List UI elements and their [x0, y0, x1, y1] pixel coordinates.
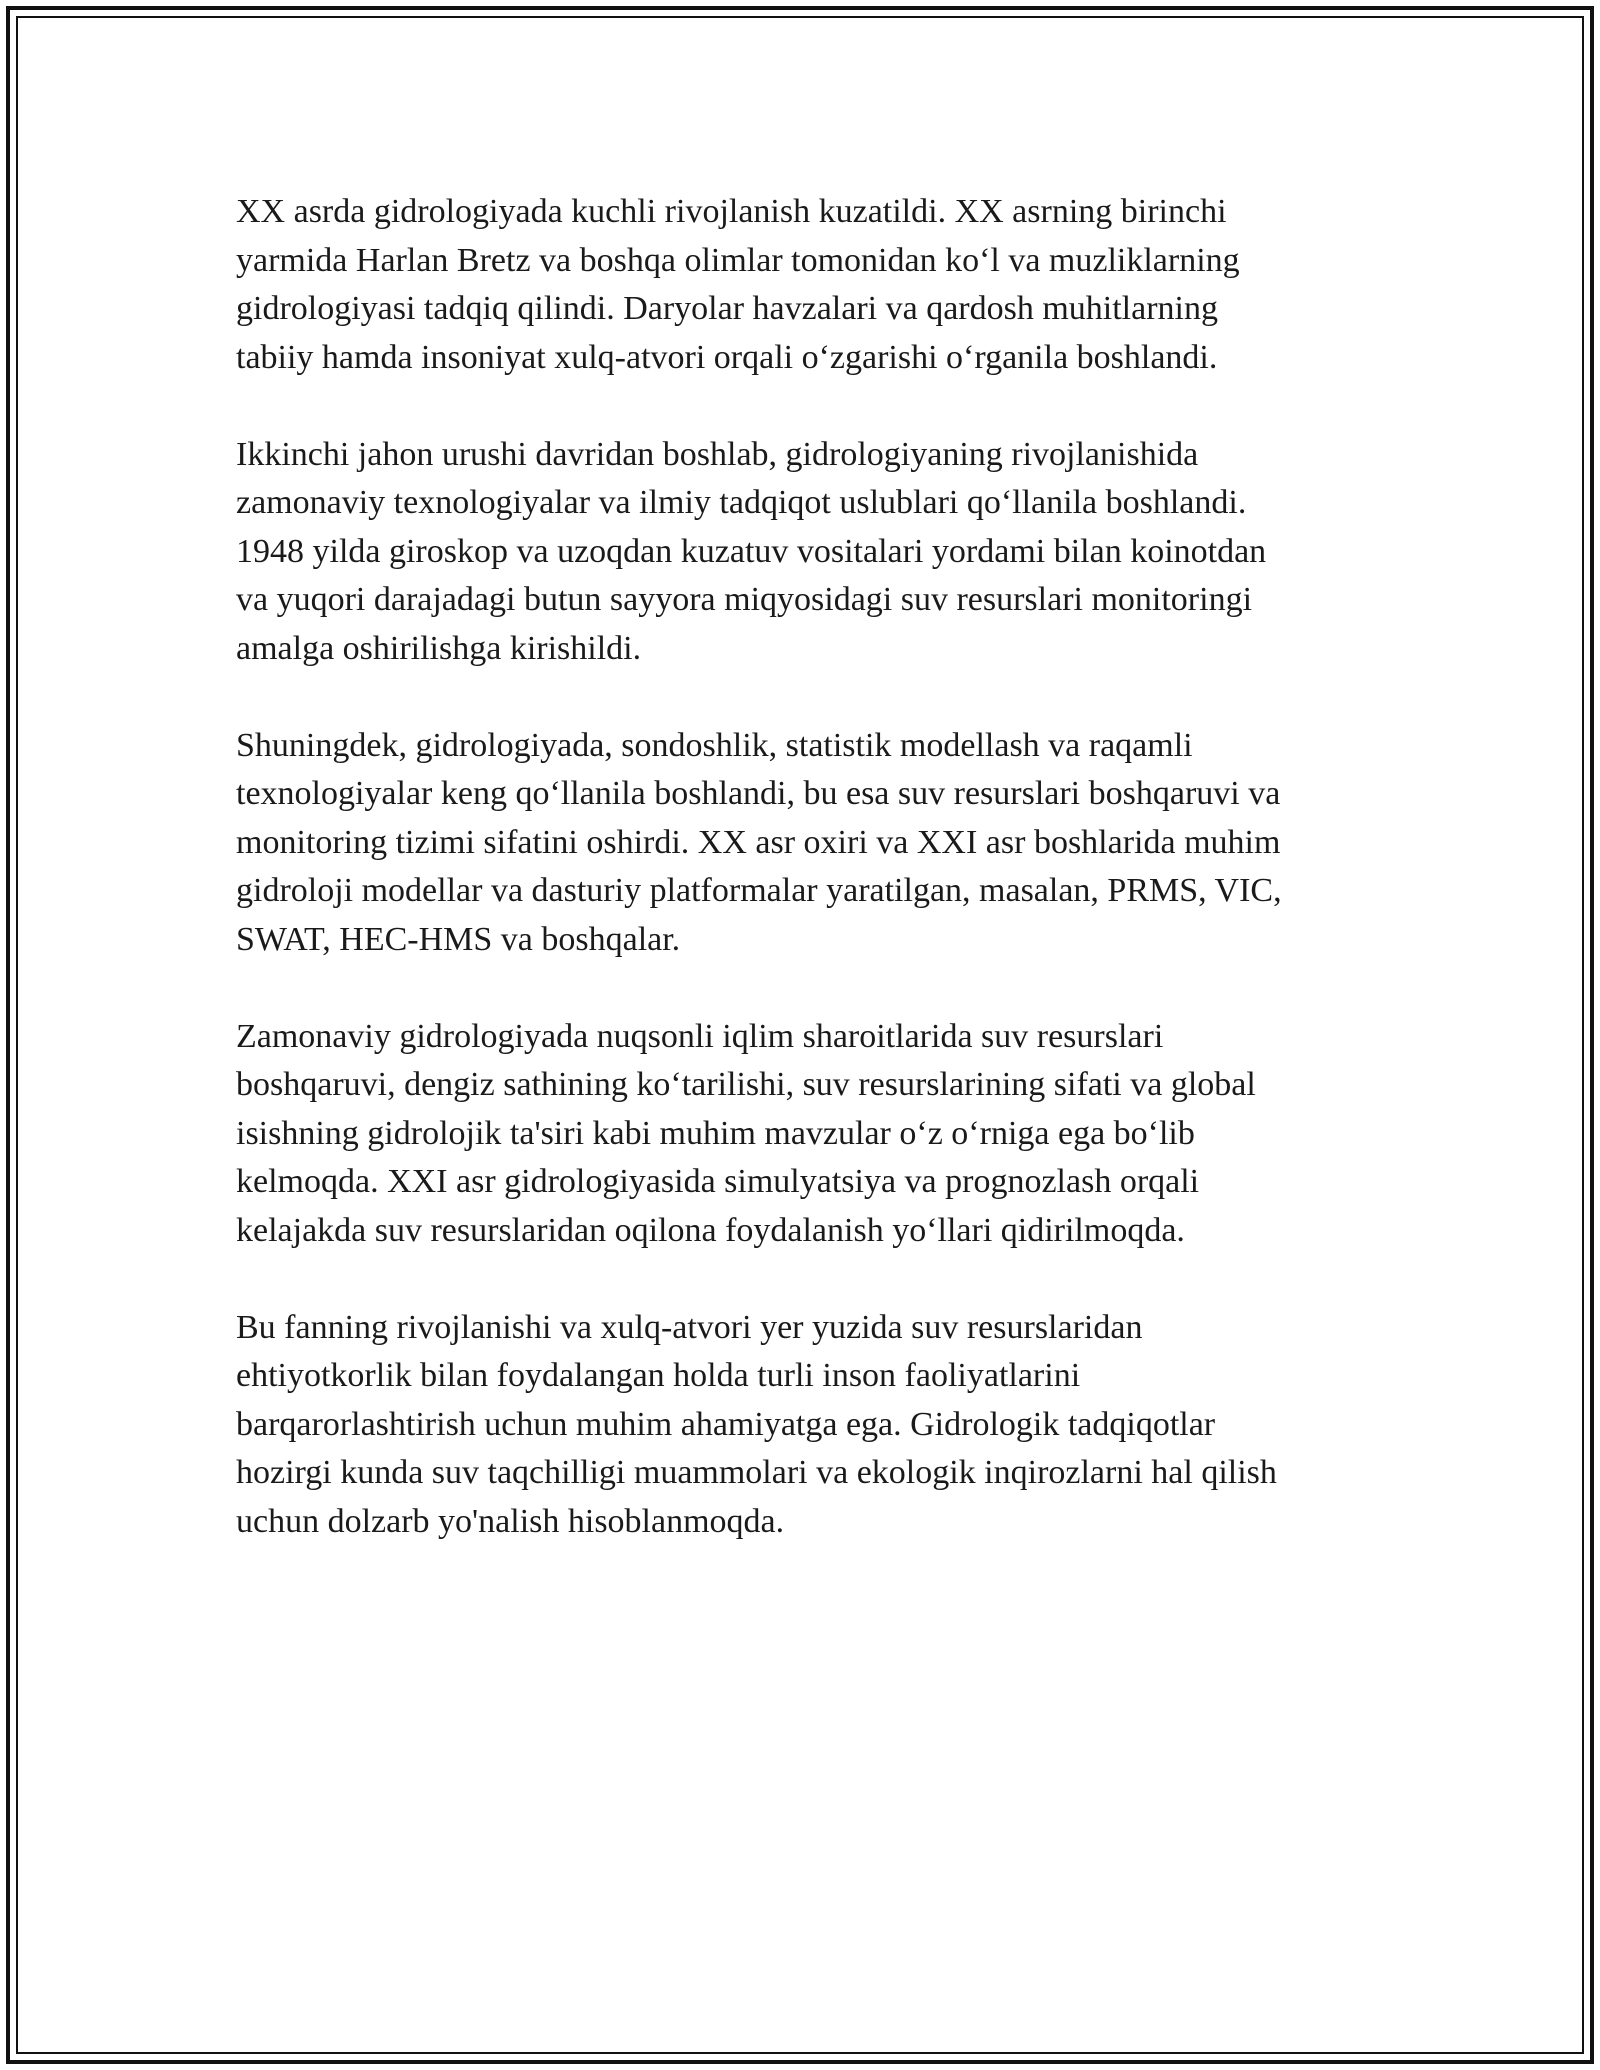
text-line: ehtiyotkorlik bilan foydalangan holda turli inson faoliyatlarini	[236, 1357, 1081, 1394]
text-line: gidrologiyasi tadqiq qilindi. Daryolar havzalari va qardosh muhitlarning	[236, 290, 1218, 327]
text-line: SWAT, HEC-HMS va boshqalar.	[236, 920, 681, 958]
document-body	[236, 188, 1416, 1595]
paragraph-1	[236, 188, 1416, 382]
paragraph-2	[236, 431, 1416, 674]
text-line: monitoring tizimi sifatini oshirdi. XX asr oxiri va XXI asr boshlarida muhim	[236, 823, 1281, 861]
paragraph-5	[236, 1304, 1416, 1547]
text-line: yarmida Harlan Bretz va boshqa olimlar tomonidan ko‘l va muzliklarning	[236, 241, 1240, 279]
text-line: 1948 yilda giroskop va uzoqdan kuzatuv vositalari yordami bilan koinotdan	[236, 532, 1267, 570]
text-line: isishning gidrolojik ta'siri kabi muhim mavzular o‘z o‘rniga ega bo‘lib	[236, 1114, 1195, 1152]
text-line: hozirgi kunda suv taqchilligi muammolari va ekologik inqirozlarni hal qilish	[236, 1454, 1277, 1491]
paragraph-3	[236, 722, 1416, 965]
text-line: Zamonaviy gidrologiyada nuqsonli iqlim sharoitlarida suv resurslari	[236, 1017, 1164, 1055]
text-line: Ikkinchi jahon urushi davridan boshlab, gidrologiyaning rivojlanishida	[236, 435, 1199, 473]
text-line: Shuningdek, gidrologiyada, sondoshlik, statistik modellash va raqamli	[236, 726, 1193, 764]
paragraph-4	[236, 1013, 1416, 1256]
text-line: uchun dolzarb yo'nalish hisoblanmoqda.	[236, 1502, 785, 1540]
text-line: texnologiyalar keng qo‘llanila boshlandi, bu esa suv resurslari boshqaruvi va	[236, 775, 1281, 812]
text-line: va yuqori darajadagi butun sayyora miqyosidagi suv resurslari monitoringi	[236, 581, 1253, 618]
text-line: Bu fanning rivojlanishi va xulq-atvori yer yuzida suv resurslaridan	[236, 1308, 1143, 1346]
text-line: boshqaruvi, dengiz sathining ko‘tarilishi, suv resurslarining sifati va global	[236, 1066, 1256, 1103]
text-line: zamonaviy texnologiyalar va ilmiy tadqiqot uslublari qo‘llanila boshlandi.	[236, 484, 1247, 521]
text-line: kelmoqda. XXI asr gidrologiyasida simulyatsiya va prognozlash orqali	[236, 1163, 1200, 1200]
text-line: amalga oshirilishga kirishildi.	[236, 629, 642, 667]
text-line: XX asrda gidrologiyada kuchli rivojlanish kuzatildi. XX asrning birinchi	[236, 193, 1227, 230]
text-line: kelajakda suv resurslaridan oqilona foydalanish yo‘llari qidirilmoqda.	[236, 1211, 1185, 1249]
text-line: tabiiy hamda insoniyat xulq-atvori orqali o‘zgarishi o‘rganila boshlandi.	[236, 338, 1218, 376]
text-line: gidroloji modellar va dasturiy platformalar yaratilgan, masalan, PRMS, VIC,	[236, 872, 1282, 909]
text-line: barqarorlashtirish uchun muhim ahamiyatga ega. Gidrologik tadqiqotlar	[236, 1405, 1216, 1443]
